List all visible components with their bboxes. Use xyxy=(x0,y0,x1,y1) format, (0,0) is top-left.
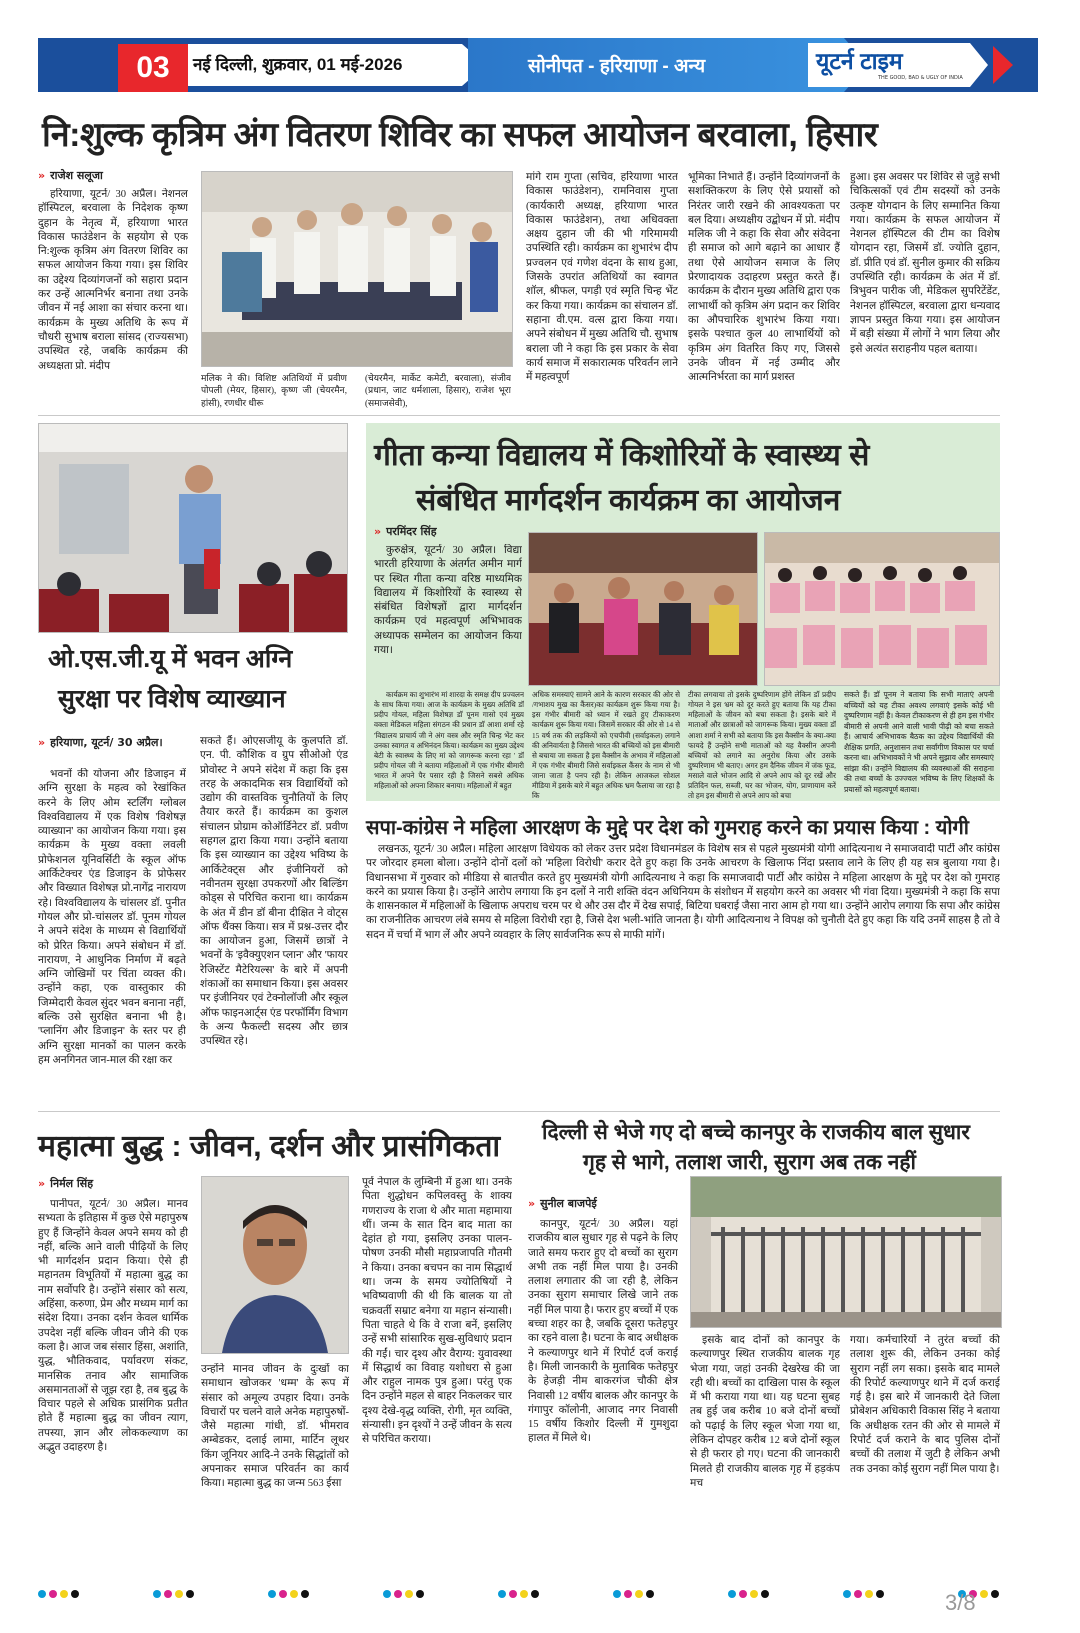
story2-headline-1: गीता कन्या विद्यालय में किशोरियों के स्वास्थ्य से xyxy=(374,439,870,472)
paragraph: कार्यक्रम का शुभारंभ मां शारदा के समक्ष दीप प्रज्वलन के साथ किया गया। आज के कार्यक्रम के मुख्य अतिथि डॉ प्रदीप गोयल, महिला विशेषज्ञ डॉ पूनम गासो एवं मुख्य वक्ता मेडिकल महिला संगठन की प्रधान डॉ आशा शर्मा रहे 'विद्यालय प्राचार्य जी ने अंग वस्त्र और स्मृति चिन्ह भेंट कर उनका स्वागत व अभिनंदन किया। कार्यक्रम का मुख्य उद्देश्य बेटी के स्वास्थ्य के लिए मां को जागरूक करना रहा ' डॉ प्रदीप गोयल जी ने बताया महिलाओं में एक गंभीर बीमारी भारत में अपने पैर पसार रही है जिसने सबसे अधिक महिलाओं को अपना शिकार बनाया। महिलाओं में बहुत xyxy=(374,690,524,791)
story2-headline-2: संबंधित मार्गदर्शन कार्यक्रम का आयोजन xyxy=(416,484,841,517)
paragraph: कानपुर, यूटर्न/ 30 अप्रैल। यहां राजकीय बाल सुधार गृह से पढ़ने के लिए जाते समय फरार हुए दो बच्चों का सुराग अभी तक नहीं मिल पाया है। उनकी तलाश लगातार की जा रही है, लेकिन उनका सुराग समाचार लिखे जाने तक नहीं मिल पाया है। फरार हुए बच्चों में एक बच्चा शहर का है, जबकि दूसरा फतेहपुर का रहने वाला है। घटना के बाद अधीक्षक ने कल्याणपुर थाने में रिपोर्ट दर्ज कराई है। मिली जानकारी के मुताबिक फतेहपुर के हेजड़ी नीम बाकरगंज चौकी क्षेत्र निवासी 12 वर्षीय बालक और कानपुर के गंगापुर कॉलोनी, आजाद नगर निवासी 15 वर्षीय किशोर दिल्ली में गुमशुदा हालत में मिले थे। xyxy=(528,1219,678,1445)
story2-col2 xyxy=(532,690,680,802)
section-title: सोनीपत - हरियाणा - अन्य xyxy=(528,56,706,77)
dateline: नई दिल्ली, शुक्रवार, 01 मई-2026 xyxy=(193,55,403,74)
byline-name: राजेश सलूजा xyxy=(50,169,103,182)
print-dot-icon xyxy=(991,1590,999,1598)
print-registration-dots xyxy=(613,1590,654,1598)
story2-col3 xyxy=(688,690,836,802)
paper-tagline: THE GOOD, BAD & UGLY OF INDIA xyxy=(878,75,963,81)
story6-col1 xyxy=(528,1218,678,1563)
story6-headline-1: दिल्ली से भेजे गए दो बच्चे कानपुर के राजकीय बाल सुधार xyxy=(542,1121,970,1144)
story6-col2 xyxy=(690,1334,840,1562)
print-dot-icon xyxy=(876,1590,884,1598)
print-dot-icon xyxy=(71,1590,79,1598)
print-dot-icon xyxy=(531,1590,539,1598)
print-dot-icon xyxy=(854,1590,862,1598)
arrow-icon xyxy=(993,46,1013,84)
print-dot-icon xyxy=(739,1590,747,1598)
story1-col4 xyxy=(526,171,678,408)
story2-col4 xyxy=(844,690,994,802)
print-dot-icon xyxy=(186,1590,194,1598)
print-dot-icon xyxy=(49,1590,57,1598)
print-dot-icon xyxy=(980,1590,988,1598)
print-registration-dots xyxy=(38,1590,79,1598)
story1-photo xyxy=(201,171,513,367)
chevron-icon: » xyxy=(38,169,46,182)
students-assembly-photo xyxy=(765,533,999,685)
print-registration-dots xyxy=(843,1590,884,1598)
print-dot-icon xyxy=(761,1590,769,1598)
story3-headline-2: सुरक्षा पर विशेष व्याख्यान xyxy=(58,685,286,713)
paragraph: कुरुक्षेत्र, यूटर्न/ 30 अप्रैल। विद्या भारती हरियाणा के अंतर्गत अमीन मार्ग पर स्थित गीता कन्या वरिष्ठ माध्यमिक विद्यालय में किशोरियों के स्वास्थ्य से संबंधित विशेषज्ञों द्वारा मार्गदर्शन कार्यक्रम एवं महत्वपूर्ण अभिभावक अध्यापक सम्मेलन का आयोजन किया गया। xyxy=(374,545,522,657)
print-registration-dots xyxy=(268,1590,309,1598)
print-dot-icon xyxy=(383,1590,391,1598)
story5-col3 xyxy=(362,1176,512,1562)
print-registration-dots xyxy=(728,1590,769,1598)
chevron-icon: » xyxy=(38,736,46,749)
page-number: 03 xyxy=(118,44,188,92)
print-dot-icon xyxy=(520,1590,528,1598)
byline-name: हरियाणा, यूटर्न/ 30 अप्रैल। xyxy=(50,736,163,749)
print-dot-icon xyxy=(38,1590,46,1598)
print-registration-dots xyxy=(153,1590,194,1598)
chevron-icon: » xyxy=(374,525,382,538)
story1-col1 xyxy=(38,188,188,406)
story6-byline xyxy=(528,1196,597,1211)
paragraph: सकते हैं। डॉ पूनम ने बताया कि सभी माताएं अपनी बच्चियों को यह टीका अवश्य लगवाएं इसके कोई भी दुष्परिणाम नहीं है। केवल टीकाकरण से ही हम इस गंभीर बीमारी से अपनी आने वाली भावी पीढ़ी को बचा सकते हैं। आचार्य अभिभावक बैठक का उद्देश्य विद्यार्थियों की शैक्षिक प्रगति, अनुशासन तथा सर्वांगीण विकास पर चर्चा करना था। अभिभावकों ने भी अपने सुझाव और समस्याएं सांझा की। उन्होंने विद्यालय की व्यवस्थाओं की सराहना की तथा बच्चों के उज्ज्वल भविष्य के लिए शिक्षकों के प्रयासों को महत्वपूर्ण बताया। xyxy=(844,690,994,794)
paragraph: पानीपत, यूटर्न/ 30 अप्रैल। मानव सभ्यता के इतिहास में कुछ ऐसे महापुरुष हुए हैं जिन्होंने केवल अपने समय को ही नहीं, बल्कि आने वाली पीढ़ियों के लिए भी मार्गदर्शन प्रदान किया। ऐसे ही महानतम विभूतियों में महात्मा बुद्ध का नाम सर्वोपरि है। उन्होंने संसार को सत्य, अहिंसा, करुणा, प्रेम और मध्यम मार्ग का संदेश दिया। उनका दर्शन केवल धार्मिक उपदेश नहीं बल्कि जीवन जीने की एक कला है। आज जब संसार हिंसा, अशांति, युद्ध, भौतिकवाद, पर्यावरण संकट, मानसिक तनाव और सामाजिक असमानताओं से जूझ रहा है, तब बुद्ध के विचार पहले से अधिक प्रासंगिक प्रतीत होते हैं महात्मा बुद्ध का जीवन त्याग, तपस्या, ज्ञान और लोककल्याण का अद्भुत उदाहरण है। xyxy=(38,1199,188,1454)
story1-col3 xyxy=(365,372,511,408)
story3-headline-1: ओ.एस.जी.यू में भवन अग्नि xyxy=(48,645,293,673)
page-counter: 3/8 xyxy=(945,1590,976,1615)
print-dot-icon xyxy=(175,1590,183,1598)
story6-headline-2: गृह से भागे, तलाश जारी, सुराग अब तक नहीं xyxy=(583,1151,916,1174)
print-dot-icon xyxy=(153,1590,161,1598)
story3-col2 xyxy=(200,735,348,1103)
paragraph: (चेयरमैन, मार्केट कमेटी, बरवाला), संजीव (प्रधान, जाट धर्मशाला, हिसार), राजेश भूरा (समाजसेवी), xyxy=(365,373,511,408)
story5-headline: महात्मा बुद्ध : जीवन, दर्शन और प्रासंगिकता xyxy=(38,1130,501,1163)
paragraph: मांगे राम गुप्ता (सचिव, हरियाणा भारत विकास फाउंडेशन), रामनिवास गुप्ता (कार्यकारी अध्यक्ष, हरियाणा भारत विकास फाउंडेशन), तथा अधिवक्ता अक्षय दुहान जी की भी गरिमामयी उपस्थिति रही। कार्यक्रम का शुभारंभ दीप प्रज्वलन एवं गणेश वंदना के साथ हुआ, जिसके उपरांत अतिथियों का स्वागत शॉल, श्रीफल, पगड़ी एवं स्मृति चिन्ह भेंट कर किया गया। कार्यक्रम का संचालन डॉ. सहाना वी.एम. वत्स द्वारा किया गया। अपने संबोधन में मुख्य अतिथि चौ. सुभाष बराला जी ने कहा कि इस प्रकार के सेवा कार्य समाज में सकारात्मक परिवर्तन लाने में महत्वपूर्ण xyxy=(526,172,678,384)
print-dot-icon xyxy=(290,1590,298,1598)
fire-safety-lecture-photo xyxy=(39,424,347,632)
story2-photo-2 xyxy=(764,532,1000,686)
paragraph: पूर्व नेपाल के लुम्बिनी में हुआ था। उनके पिता शुद्धोधन कपिलवस्तु के शाक्य गणराज्य के राजा थे और माता महामाया थीं। जन्म के सात दिन बाद माता का देहांत हो गया, इसलिए उनका पालन-पोषण उनकी मौसी महाप्रजापति गौतमी ने किया। उनका बचपन का नाम सिद्धार्थ था। जन्म के समय ज्योतिषियों ने भविष्यवाणी की थी कि बालक या तो चक्रवर्ती सम्राट बनेगा या महान संन्यासी। पिता चाहते थे कि वे राजा बनें, इसलिए उन्हें सभी सांसारिक सुख-सुविधाएं प्रदान की गईं। चार दृश्य और वैराग्य: युवावस्था में सिद्धार्थ का विवाह यशोधरा से हुआ और राहुल नामक पुत्र हुआ। परंतु एक दिन उन्होंने महल से बाहर निकलकर चार दृश्य देखे-वृद्ध व्यक्ति, रोगी, मृत व्यक्ति, संन्यासी। इन दृश्यों ने उन्हें जीवन के सत्य से परिचित कराया। xyxy=(362,1177,512,1446)
print-dot-icon xyxy=(416,1590,424,1598)
chevron-icon: » xyxy=(38,1177,46,1190)
paragraph: इसके बाद दोनों को कानपुर के कल्याणपुर स्थित राजकीय बालक गृह भेजा गया, जहां उनकी देखरेख की जा रही थी। बच्चों का दाखिला पास के स्कूल में भी कराया गया था। यह घटना सुबह तब हुई जब करीब 10 बजे दोनों बच्चों को पढ़ाई के लिए स्कूल भेजा गया था, लेकिन दोपहर करीब 12 बजे दोनों स्कूल से ही फरार हो गए। घटना की जानकारी मिलते ही राजकीय बालक गृह में हड़कंप मच xyxy=(690,1335,840,1489)
author-portrait xyxy=(202,1177,348,1353)
print-dot-icon xyxy=(646,1590,654,1598)
print-dot-icon xyxy=(60,1590,68,1598)
byline-name: परमिंदर सिंह xyxy=(386,525,437,538)
story4-body xyxy=(366,843,1000,1099)
print-registration-dots xyxy=(498,1590,539,1598)
newspaper-page xyxy=(38,38,1038,1598)
story6-col3 xyxy=(850,1334,1000,1562)
paragraph: भवनों की योजना और डिजाइन में अग्नि सुरक्षा के महत्व को रेखांकित करने के लिए ओम स्टर्लिंग ग्लोबल विश्वविद्यालय में एक विशेष 'विशेषज्ञ व्याख्यान' का आयोजन किया गया। इस कार्यक्रम के मुख्य वक्ता लवली प्रोफेशनल यूनिवर्सिटी के स्कूल ऑफ आर्किटेक्चर एंड डिजाइन के प्रोफेसर और विख्यात विशेषज्ञ प्रो.नागेंद्र नारायण रहे। विश्वविद्यालय के चांसलर डॉ. पुनीत गोयल और प्रो-चांसलर डॉ. पूनम गोयल ने अपने संदेश के माध्यम से विद्यार्थियों को प्रेरित किया। अपने संबोधन में डॉ. नारायण, ने आधुनिक निर्माण में बढ़ते अग्नि जोखिमों पर चिंता व्यक्त की। उन्होंने कहा, एक वास्तुकार की जिम्मेदारी केवल सुंदर भवन बनाना नहीं, बल्कि उसे सुरक्षित बनाना भी है। 'प्लानिंग और डिजाइन' के स्तर पर ही अग्नि सुरक्षा मानकों का पालन करके हम अनगिनत जान-माल की रक्षा कर xyxy=(38,769,186,1066)
juvenile-home-gate-photo xyxy=(691,1177,1001,1327)
story2-byline xyxy=(374,524,437,539)
divider xyxy=(38,415,1000,416)
paragraph: लखनऊ, यूटर्न/ 30 अप्रैल। महिला आरक्षण विधेयक को लेकर उत्तर प्रदेश विधानमंडल के विशेष सत्र से पहले मुख्यमंत्री योगी आदित्यनाथ ने समाजवादी पार्टी और कांग्रेस पर जोरदार हमला बोला। उन्होंने दोनों दलों को 'महिला विरोधी' करार देते हुए कहा कि उनके आचरण के खिलाफ निंदा प्रस्ताव लाने के लिए ही यह सत्र बुलाया गया है। विधानसभा में गुरुवार को मीडिया से बातचीत करते हुए मुख्यमंत्री योगी आदित्यनाथ ने कहा कि समाजवादी पार्टी और कांग्रेस ने महिला आरक्षण के मुद्दे पर देश को गुमराह करने का प्रयास किया है। उन्होंने आरोप लगाया कि इन दलों ने नारी शक्ति वंदन अधिनियम के संशोधन में सहयोग करने का अवसर भी गंवा दिया। मुख्यमंत्री ने कहा कि सपा के शासनकाल में महिलाओं के खिलाफ अपराध चरम पर थे और उस दौर में देख सपाई, बिटिया घबराई जैसा नारा आम हो गया था। उन्होंने आरोप लगाया कि सपा और कांग्रेस का राजनीतिक आचरण लंबे समय से महिला विरोधी रहा है, जिसे देश भली-भांति जानता है। योगी आदित्यनाथ ने विपक्ष को चुनौती देते हुए कहा कि यदि उनमें साहस है तो वे सदन में चर्चा में भाग लें और अपने व्यवहार के लिए सार्वजनिक रूप से माफी मांगें। xyxy=(366,844,1000,941)
print-dot-icon xyxy=(635,1590,643,1598)
paragraph: मलिक ने की। विशिष्ट अतिथियों में प्रवीण पोपली (मेयर, हिसार), कृष्ण जी (चेयरमैन, हांसी), रणधीर धीरू xyxy=(201,373,347,408)
print-dot-icon xyxy=(750,1590,758,1598)
story3-photo xyxy=(38,423,348,633)
print-dot-icon xyxy=(268,1590,276,1598)
print-dot-icon xyxy=(509,1590,517,1598)
print-dot-icon xyxy=(301,1590,309,1598)
story1-col6 xyxy=(850,171,1000,408)
prosthetic-camp-photo xyxy=(202,172,512,366)
story5-col1 xyxy=(38,1198,188,1558)
chevron-icon: » xyxy=(528,1197,536,1210)
print-dot-icon xyxy=(164,1590,172,1598)
masthead xyxy=(38,38,1038,92)
print-dot-icon xyxy=(613,1590,621,1598)
byline-name: सुनील बाजपेई xyxy=(540,1197,597,1210)
print-dot-icon xyxy=(279,1590,287,1598)
print-registration-dots xyxy=(383,1590,424,1598)
print-dot-icon xyxy=(405,1590,413,1598)
print-dot-icon xyxy=(865,1590,873,1598)
story1-col5 xyxy=(688,171,840,408)
story1-byline xyxy=(38,168,103,183)
paragraph: अधिक समस्याएं सामने आने के कारण सरकार की ओर से /गभाशय मुख का कैंसर)का कार्यक्रम शुरू किया गया है। इस गंभीर बीमारी को ध्यान में रखते हुए टीकाकरण कार्यक्रम शुरू किया गया। जिसमें सरकार की ओर से 14 से 15 वर्ष तक की लड़कियों को एचपीवी (सर्वाइकल) लगाने की अनिवार्यता है जिससे भारत की बच्चियों को इस बीमारी से बचाया जा सकता है इस वैक्सीन के अभाव में महिलाओं में एक गंभीर बीमारी जिसे सर्वाइकल कैंसर के नाम से भी जाना जाता है पनप रही है। लेकिन आजकल सोशल मीडिया में इसके बारे में बहुत अधिक भ्रम फैलाया जा रहा है कि xyxy=(532,690,680,801)
paragraph: गया। कर्मचारियों ने तुरंत बच्चों की तलाश शुरू की, लेकिन उनका कोई सुराग नहीं लग सका। इसके बाद मामले की रिपोर्ट कल्याणपुर थाने में दर्ज कराई गई है। इस बारे में जानकारी देते जिला प्रोबेशन अधिकारी विकास सिंह ने बताया कि अधीक्षक रतन की ओर से मामले में रिपोर्ट दर्ज कराने के बाद पुलिस दोनों बच्चों की तलाश में जुटी है लेकिन अभी तक उनका कोई सुराग नहीं मिल पाया है। xyxy=(850,1335,1000,1475)
print-dot-icon xyxy=(498,1590,506,1598)
story5-byline xyxy=(38,1176,93,1191)
print-dot-icon xyxy=(728,1590,736,1598)
paragraph: भूमिका निभाते हैं। उन्होंने दिव्यांगजनों के सशक्तिकरण के लिए ऐसे प्रयासों को निरंतर जारी रखने की आवश्यकता पर बल दिया। अध्यक्षीय उद्बोधन में प्रो. मंदीप मलिक जी ने कहा कि सेवा और संवेदना ही समाज को आगे बढ़ाने का आधार हैं तथा ऐसे आयोजन समाज के लिए प्रेरणादायक उदाहरण प्रस्तुत करते हैं। कार्यक्रम के दौरान मुख्य अतिथि द्वारा एक लाभार्थी को कृत्रिम अंग प्रदान कर शिविर का औपचारिक शुभारंभ किया गया। इसके पश्चात कुल 40 लाभार्थियों को कृत्रिम अंग वितरित किए गए, जिससे उनके जीवन में नई उम्मीद और आत्मनिर्भरता का मार्ग प्रशस्त xyxy=(688,172,840,384)
paragraph: सकते हैं। ओएसजीयू के कुलपति डॉ. एन. पी. कौशिक व ग्रुप सीओओ एंड प्रोवोस्ट ने अपने संदेश में कहा कि इस तरह के अकादमिक सत्र विद्यार्थियों को उद्योग की वास्तविक चुनौतियों के लिए तैयार करते हैं। कार्यक्रम का कुशल संचालन प्रोग्राम कोऑर्डिनेटर डॉ. प्रवीण सहगल द्वारा किया गया। उन्होंने बताया कि इस व्याख्यान का उद्देश्य भविष्य के आर्किटेक्ट्स और इंजीनियरों को नवीनतम सुरक्षा उपकरणों और बिल्डिंग कोड्स से परिचित कराना था। कार्यक्रम के अंत में डीन डॉ बीना दीक्षित ने वोट्स ऑफ थैंक्स किया। सत्र में प्रश्न-उत्तर दौर का आयोजन हुआ, जिसमें छात्रों ने भवनों के 'इवैक्युएशन प्लान' और 'फायर रेजिस्टेंट मैटेरियल्स' के बारे में अपनी शंकाओं का समाधान किया। इस अवसर पर इंजीनियर एवं टेक्नोलॉजी और स्कूल ऑफ फाइनआर्ट्स एंड परफॉर्मिंग विभाग के अन्य फैकल्टी सदस्य और छात्र उपस्थित रहे। xyxy=(200,736,348,1048)
school-guests-photo xyxy=(529,533,757,685)
story5-col2 xyxy=(201,1363,349,1563)
paragraph: उन्होंने मानव जीवन के दुःखों का समाधान खोजकर 'धम्म' के रूप में संसार को अमूल्य उपहार दिया। उनके विचारों पर चलने वाले अनेक महापुरुषों-जैसे महात्मा गांधी, डॉ. भीमराव अम्बेडकर, दलाई लामा, मार्टिन लूथर किंग जूनियर आदि-ने उनके सिद्धांतों को अपनाकर समाज परिवर्तन का कार्य किया। महात्मा बुद्ध का जन्म 563 ईसा xyxy=(201,1364,349,1490)
story6-photo xyxy=(690,1176,1002,1328)
story1-headline: नि:शुल्क कृत्रिम अंग वितरण शिविर का सफल आयोजन बरवाला, हिसार xyxy=(42,116,878,154)
print-dot-icon xyxy=(624,1590,632,1598)
story4-headline: सपा-कांग्रेस ने महिला आरक्षण के मुद्दे पर देश को गुमराह करने का प्रयास किया : योगी xyxy=(366,817,969,839)
print-dot-icon xyxy=(843,1590,851,1598)
story3-byline xyxy=(38,735,163,750)
paragraph: टीका लगवाया तो इसके दुष्परिणाम होंगे लेकिन डॉ प्रदीप गोयल ने इस भ्रम को दूर करते हुए बताया कि यह टीका महिलाओं के जीवन को बचा सकता है। इसके बारे में माताओं और छात्राओं को जागरूक किया। मुख्य वक्ता डॉ आशा शर्मा ने सभी को बताया कि इस वैक्सीन के क्या-क्या फायदे हैं उन्होंने सभी माताओं को यह वैक्सीन अपनी बच्चियों को लगाने का अनुरोध किया और उसके दुष्परिणाम भी बताए। अगर हम दैनिक जीवन में जंक फूड, मसाले वाले भोजन आदि से अपने आप को दूर रखें और प्रतिदिन फल, सब्जी, घर का भोजन, योग, प्राणायाम करें तो हम इस बीमारी से अपने आप को बचा xyxy=(688,690,836,801)
story3-col1 xyxy=(38,768,186,1102)
paragraph: हुआ। इस अवसर पर शिविर से जुड़े सभी चिकित्सकों एवं टीम सदस्यों को उनके उत्कृष्ट योगदान के लिए सम्मानित किया गया। कार्यक्रम के सफल आयोजन में नेशनल हॉस्पिटल की टीम का विशेष योगदान रहा, जिसमें डॉ. ज्योति दुहान, डॉ. प्रीति एवं डॉ. सुनील कुमार की सक्रिय उपस्थिति रही। कार्यक्रम के अंत में डॉ. त्रिभुवन पारीक जी, मेडिकल सुपरिटेंडेंट, नेशनल हॉस्पिटल, बरवाला द्वारा धन्यवाद ज्ञापन प्रस्तुत किया गया। इस आयोजन में बड़ी संख्या में लोगों ने भाग लिया और इसे अत्यंत सराहनीय पहल बताया। xyxy=(850,172,1000,355)
byline-name: निर्मल सिंह xyxy=(50,1177,94,1190)
story2-col1a xyxy=(374,544,522,674)
story2-col1b xyxy=(374,690,524,802)
paragraph: हरियाणा, यूटर्न/ 30 अप्रैल। नेशनल हॉस्पिटल, बरवाला के निदेशक कृष्ण दुहान के नेतृत्व में, हरियाणा भारत विकास फाउंडेशन के सहयोग से एक नि:शुल्क कृत्रिम अंग वितरण शिविर का सफल आयोजन किया गया। इस शिविर का उद्देश्य दिव्यांगजनों को सहारा प्रदान कर उन्हें आत्मनिर्भर बनाना तथा उनके जीवन में नई आशा का संचार करना था। कार्यक्रम के मुख्य अतिथि के रूप में चौधरी सुभाष बराला सांसद (राज्यसभा) उपस्थित रहे, जबकि कार्यक्रम की अध्यक्षता प्रो. मंदीप xyxy=(38,189,188,372)
story5-photo xyxy=(201,1176,349,1354)
divider xyxy=(38,1111,1000,1112)
story1-col2 xyxy=(201,372,347,408)
story2-photo-1 xyxy=(528,532,758,686)
paper-logo: यूटर्न टाइम xyxy=(816,48,903,74)
print-dot-icon xyxy=(394,1590,402,1598)
